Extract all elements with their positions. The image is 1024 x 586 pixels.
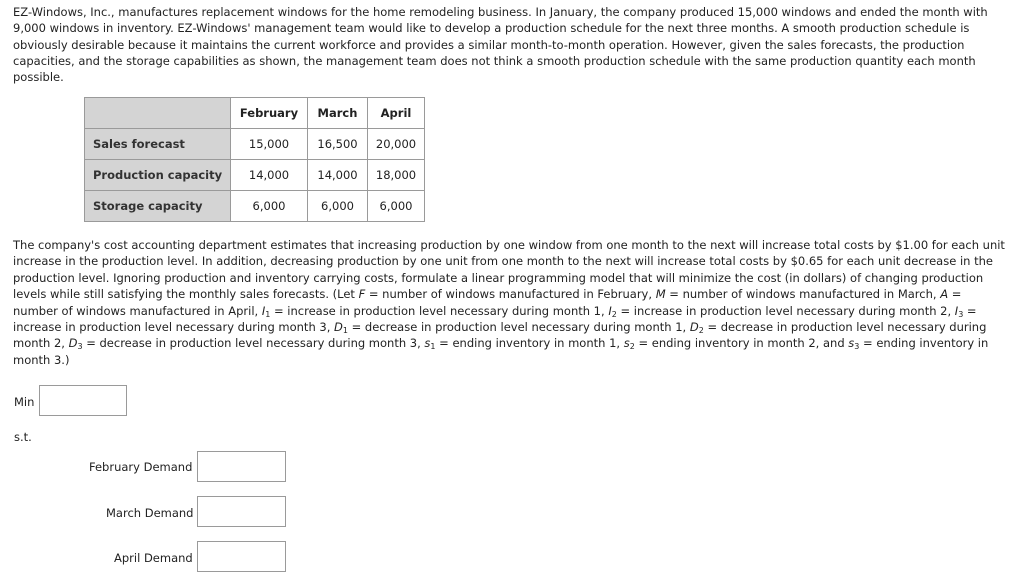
subject-to-label: s.t. xyxy=(14,430,32,444)
column-header-february: February xyxy=(231,98,308,129)
row-label-production-capacity: Production capacity xyxy=(85,160,231,191)
table-row-sales-forecast xyxy=(85,129,425,160)
problem-text: = ending inventory in month 3.) xyxy=(13,336,989,367)
table-cell: 6,000 xyxy=(231,191,308,222)
row-label-storage-capacity: Storage capacity xyxy=(85,191,231,222)
table-cell: 15,000 xyxy=(231,129,308,160)
table-cell: 6,000 xyxy=(308,191,368,222)
row-label-sales-forecast: Sales forecast xyxy=(85,129,231,160)
table-cell: 14,000 xyxy=(308,160,368,191)
subscript: 2 xyxy=(698,326,704,336)
variable-symbol: D xyxy=(689,320,699,335)
problem-text: = number of windows manufactured in February, xyxy=(365,287,656,302)
table-cell: 20,000 xyxy=(368,129,425,160)
variable-symbol: s xyxy=(623,336,630,351)
variable-symbol: D xyxy=(334,320,343,335)
problem-text: = ending inventory in month 2, and xyxy=(634,336,849,351)
objective-min-label: Min xyxy=(14,395,35,409)
table-cell: 18,000 xyxy=(368,160,425,191)
problem-text: = increase in production level necessary during month 3, xyxy=(13,303,977,335)
subscript: 3 xyxy=(958,309,964,319)
problem-text: = number of windows manufactured in March, xyxy=(665,287,941,302)
problem-text: The company's cost accounting department estimates that increasing production by one window from one month to the next will increase total costs by $1.00 for each unit increase in the production level. In addition, decreasing production by one unit from one month to the next will increase total costs by $0.65 for each unit decrease in the production level. Ignoring production and inventory carrying costs, formulate a linear programming model that will minimize the cost (in dollars) of changing production levels while still satisfying the monthly sales forecasts. (Let xyxy=(13,238,1005,302)
variable-symbol: I xyxy=(261,303,266,318)
problem-text: = ending inventory in month 1, xyxy=(435,336,624,351)
march-demand-label: March Demand xyxy=(106,506,194,520)
april-demand-label: April Demand xyxy=(114,551,193,565)
problem-paragraph xyxy=(13,237,1005,368)
february-demand-input[interactable] xyxy=(197,451,286,482)
table-cell: 16,500 xyxy=(308,129,368,160)
problem-text: = number of windows manufactured in April, xyxy=(13,287,962,318)
table-cell: 6,000 xyxy=(368,191,425,222)
subscript: 1 xyxy=(430,342,436,352)
subscript: 3 xyxy=(854,342,860,352)
problem-text: = increase in production level necessary during month 1, xyxy=(270,303,609,318)
variable-symbol: M xyxy=(655,287,666,302)
march-demand-input[interactable] xyxy=(197,496,286,527)
variable-symbol: s xyxy=(424,336,431,351)
table-cell: 14,000 xyxy=(231,160,308,191)
problem-text: = decrease in production level necessary during month 3, xyxy=(82,336,425,351)
variable-symbol: F xyxy=(358,287,366,302)
objective-function-input[interactable] xyxy=(39,385,127,416)
problem-text: = decrease in production level necessary during month 1, xyxy=(347,320,690,335)
table-row-storage-capacity xyxy=(85,191,425,222)
column-header-march: March xyxy=(308,98,368,129)
intro-paragraph: EZ-Windows, Inc., manufactures replacement windows for the home remodeling business. In January, the company produced 15,000 windows and ended the month with 9,000 windows in inventory. EZ-Windows' management team would like to develop a production schedule for the next three months. A smooth production schedule is obviously desirable because it maintains the current workforce and provides a similar month-to-month operation. However, given the sales forecasts, the production capacities, and the storage capabilities as shown, the management team does not think a smooth production schedule with the same production quantity each month possible. xyxy=(13,5,988,85)
subscript: 2 xyxy=(611,309,617,319)
variable-symbol: I xyxy=(608,303,612,318)
column-header-april: April xyxy=(368,98,425,129)
table-row-production-capacity xyxy=(85,160,425,191)
april-demand-input[interactable] xyxy=(197,541,286,572)
variable-symbol: A xyxy=(940,287,949,302)
table-corner-cell xyxy=(85,98,231,129)
february-demand-label: February Demand xyxy=(89,460,193,474)
variable-symbol: I xyxy=(954,303,959,318)
problem-text: = decrease in production level necessary during month 2, xyxy=(13,320,987,351)
subscript: 3 xyxy=(77,342,83,352)
subscript: 2 xyxy=(629,342,635,352)
capacity-table xyxy=(84,97,425,222)
subscript: 1 xyxy=(342,326,348,336)
variable-symbol: D xyxy=(68,336,78,351)
problem-text: = increase in production level necessary during month 2, xyxy=(616,303,955,318)
subscript: 1 xyxy=(265,309,271,319)
variable-symbol: s xyxy=(848,336,855,351)
table-header-row xyxy=(85,98,425,129)
